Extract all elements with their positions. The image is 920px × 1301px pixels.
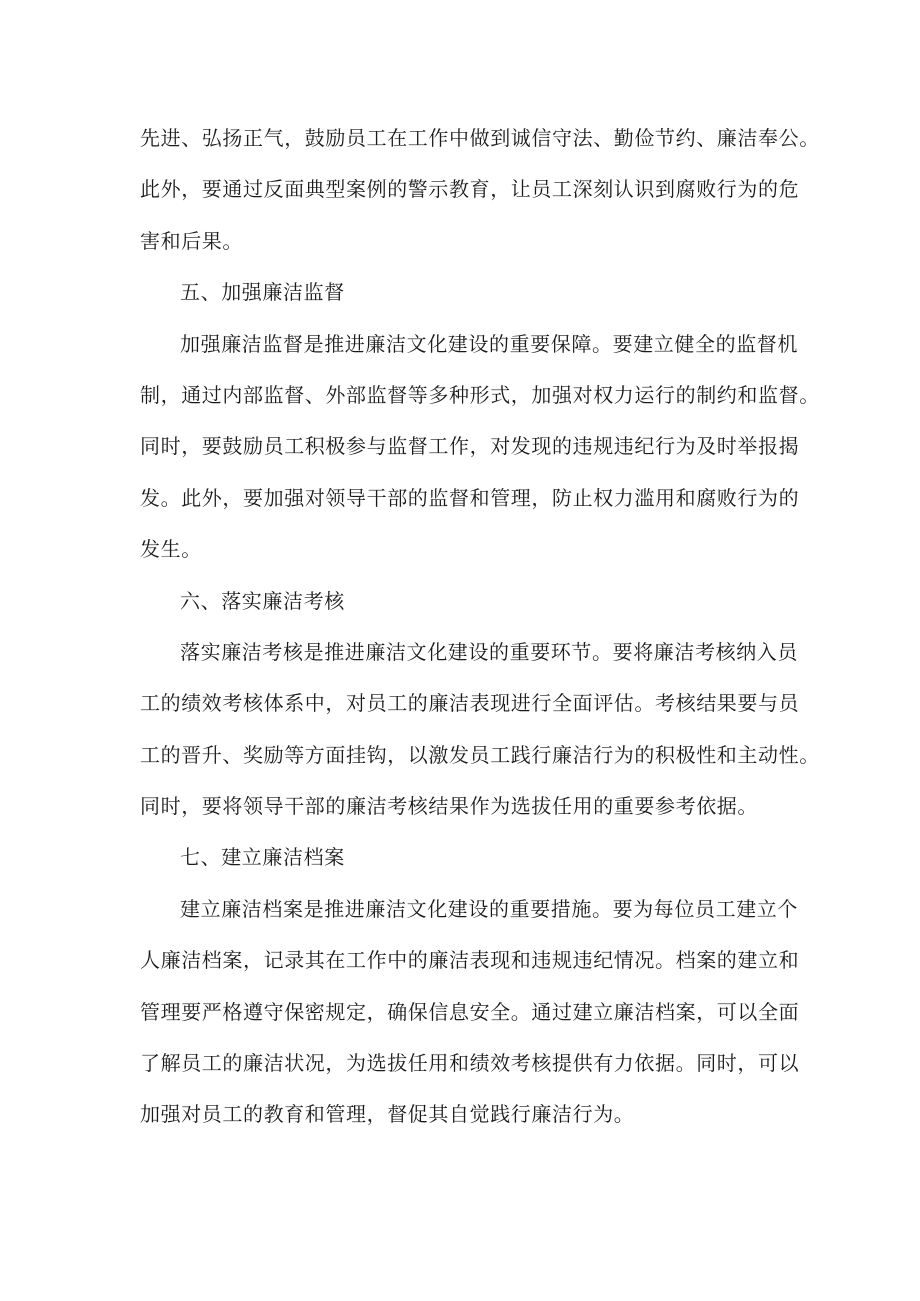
- paragraph-line: 管理要严格遵守保密规定，确保信息安全。通过建立廉洁档案，可以全面: [140, 999, 800, 1024]
- paragraph-line: 制，通过内部监督、外部监督等多种形式，加强对权力运行的制约和监督。: [140, 382, 820, 407]
- paragraph-line: 工的绩效考核体系中，对员工的廉洁表现进行全面评估。考核结果要与员: [140, 691, 800, 716]
- paragraph-line: 落实廉洁考核是推进廉洁文化建设的重要环节。要将廉洁考核纳入员: [180, 639, 798, 664]
- paragraph-line: 人廉洁档案，记录其在工作中的廉洁表现和违规违纪情况。档案的建立和: [140, 948, 800, 973]
- paragraph-line: 害和后果。: [140, 228, 243, 253]
- document-page: [140, 113, 820, 1141]
- paragraph-line: 工的晋升、奖励等方面挂钩，以激发员工践行廉洁行为的积极性和主动性。: [140, 742, 820, 767]
- paragraph-line: 建立廉洁档案是推进廉洁文化建设的重要措施。要为每位员工建立个: [180, 896, 798, 921]
- paragraph-line: 加强对员工的教育和管理，督促其自觉践行廉洁行为。: [140, 1102, 635, 1127]
- paragraph-line: 同时，要鼓励员工积极参与监督工作，对发现的违规违纪行为及时举报揭: [140, 434, 800, 459]
- paragraph-line: 发生。: [140, 537, 202, 562]
- paragraph-line: 此外，要通过反面典型案例的警示教育，让员工深刻认识到腐败行为的危: [140, 177, 800, 202]
- paragraph-line: 了解员工的廉洁状况，为选拔任用和绩效考核提供有力依据。同时，可以: [140, 1051, 800, 1076]
- paragraph-line: 加强廉洁监督是推进廉洁文化建设的重要保障。要建立健全的监督机: [180, 331, 798, 356]
- paragraph-line: 发。此外，要加强对领导干部的监督和管理，防止权力滥用和腐败行为的: [140, 485, 800, 510]
- section-heading-7: 七、建立廉洁档案: [180, 845, 345, 870]
- paragraph-line: 先进、弘扬正气，鼓励员工在工作中做到诚信守法、勤俭节约、廉洁奉公。: [140, 126, 820, 150]
- section-heading-5: 五、加强廉洁监督: [180, 280, 345, 305]
- section-heading-6: 六、落实廉洁考核: [180, 588, 345, 613]
- paragraph-line: 同时，要将领导干部的廉洁考核结果作为选拔任用的重要参考依据。: [140, 794, 758, 819]
